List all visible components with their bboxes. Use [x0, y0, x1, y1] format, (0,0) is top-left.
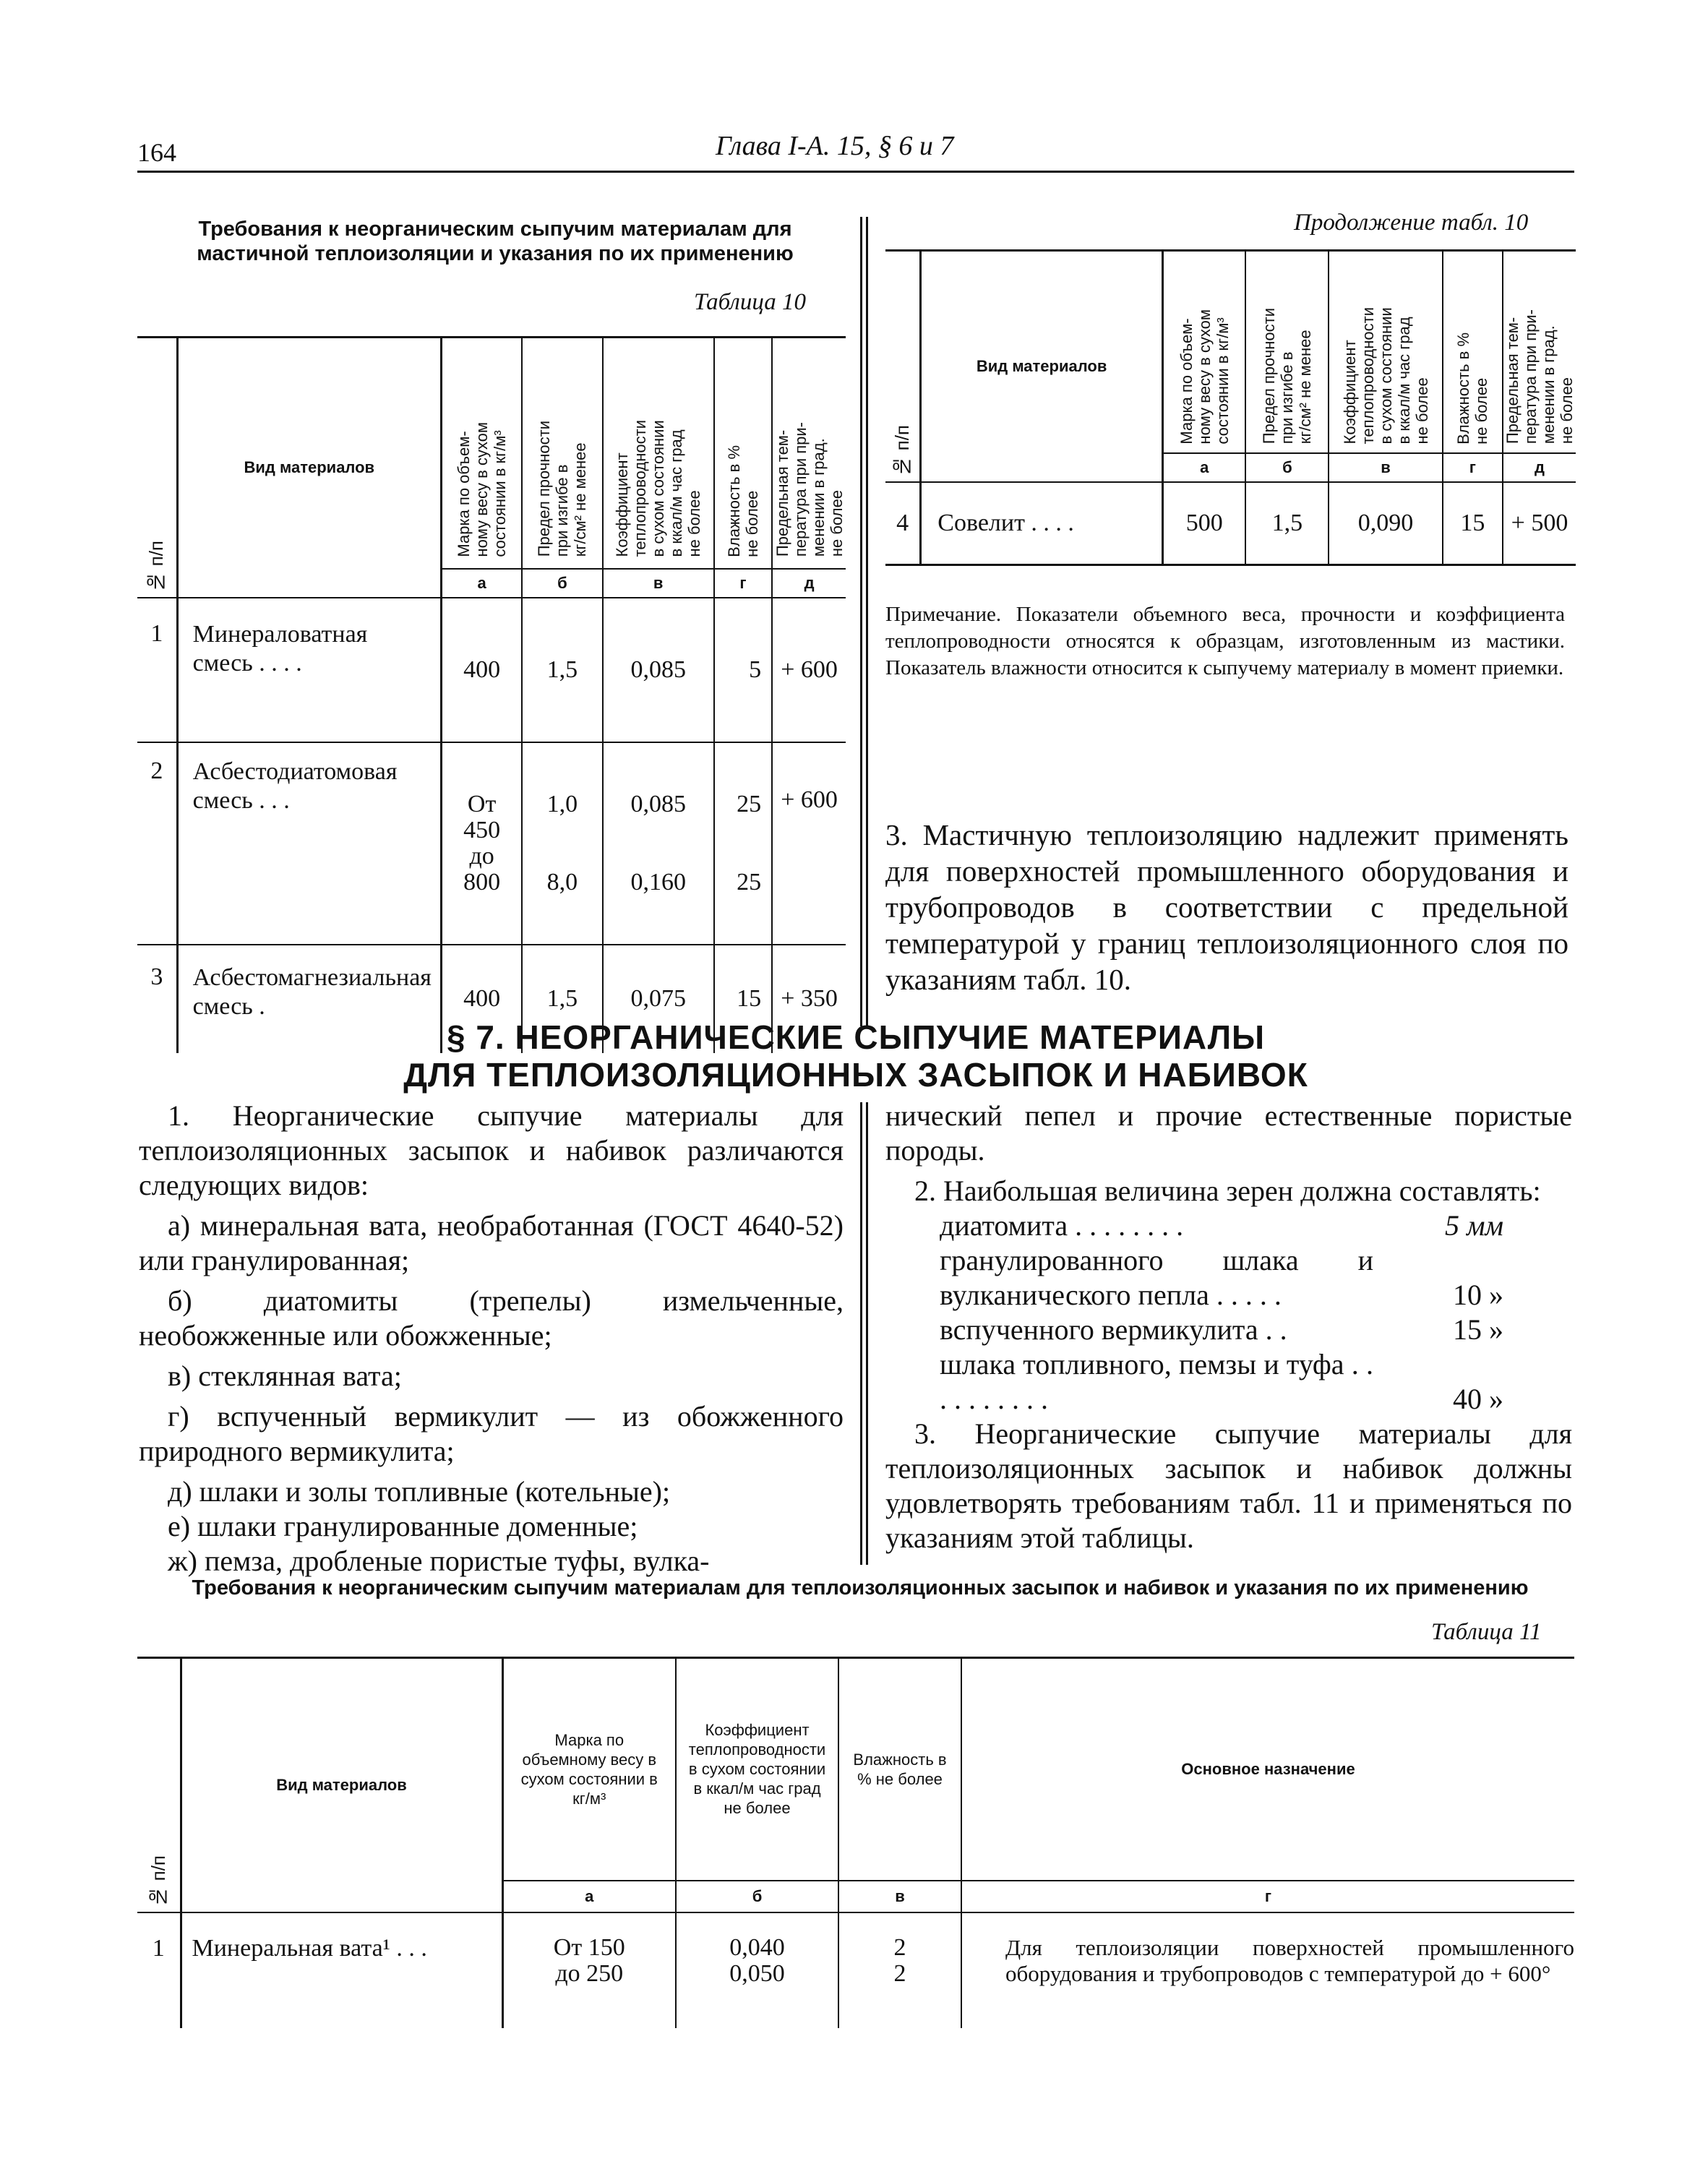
table-row	[885, 482, 1576, 565]
col-material-header: Вид материалов	[244, 458, 375, 476]
row-strength-2: 8,0	[546, 868, 578, 896]
list-item: е) шлаки гранулированные доменные;	[168, 1510, 638, 1542]
row-material: Асбестомагнезиальная смесь .	[177, 945, 441, 1053]
table-row	[137, 1912, 1574, 2028]
section7-paragraph-1: 1. Неорганические сыпучие материалы для теплоизоляционных засыпок и набивок различаются следующих видов:	[139, 1099, 844, 1201]
row-material: Минеральная вата¹ . . .	[181, 1912, 502, 2028]
row-coef: 0,085	[603, 598, 714, 742]
table11	[137, 1657, 1574, 2028]
row-temp: + 600	[781, 786, 838, 813]
row-coef: 0,075	[603, 945, 714, 1053]
page-number: 164	[137, 138, 176, 167]
row-temp: + 350	[781, 985, 838, 1012]
col-humidity-header: Влажность в % не более	[838, 1658, 961, 1881]
row-humidity: 25	[737, 790, 762, 817]
row-num: 1	[137, 598, 177, 742]
row-coef-2: 0,160	[630, 868, 686, 896]
col-num-header: № п/п	[145, 540, 168, 593]
section7-right-column	[885, 1099, 1572, 1555]
row-mark-2: до 250	[555, 1959, 624, 1987]
section-title-line1: § 7. НЕОРГАНИЧЕСКИЕ СЫПУЧИЕ МАТЕРИАЛЫ	[446, 1018, 1265, 1056]
grain-name: гранулированного шлака и вулканического пепла . . . . .	[940, 1244, 1373, 1311]
table10	[137, 336, 846, 1053]
section7-paragraph-2: 2. Наибольшая величина зерен должна составлять:	[914, 1175, 1541, 1207]
table10-caption: Требования к неорганическим сыпучим материалам для мастичной теплоизоляции и указания по их применению	[197, 218, 794, 265]
grain-value: 15 »	[1453, 1313, 1503, 1346]
list-item: ж) пемза, дробленые пористые туфы, вулка-	[168, 1545, 710, 1577]
col-material-header: Вид материалов	[276, 1775, 407, 1794]
col-mark-header: Марка по объем- ному весу в сухом состоянии в кг/м³	[455, 421, 510, 557]
row-coef: 0,085	[630, 790, 686, 817]
row-num: 2	[137, 742, 177, 945]
table11-caption: Требования к неорганическим сыпучим материалам для теплоизоляционных засыпок и набивок и указания по их применению	[192, 1576, 1529, 1600]
table-row	[137, 598, 846, 742]
col-coef-header: Коэффициент теплопроводности в сухом состоянии в ккал/м час град не более	[613, 420, 704, 557]
letter-b: б	[522, 569, 602, 598]
section7-right-continuation: нический пепел и прочие естественные пористые породы.	[885, 1099, 1572, 1167]
row-mark: От 150	[553, 1933, 625, 1961]
column-separator	[860, 1102, 862, 1565]
column-separator	[866, 217, 868, 1026]
letter-a: а	[441, 569, 522, 598]
row-humidity-2: 2	[893, 1959, 906, 1987]
col-temp-header: Предельная тем- пература при при- менении в град. не более	[1503, 309, 1576, 445]
row-humidity-2: 25	[737, 868, 762, 896]
row-coef-2: 0,050	[729, 1959, 785, 1987]
letter-v: в	[603, 569, 714, 598]
row-temp: + 600	[781, 656, 838, 683]
row-humidity: 15	[1443, 482, 1503, 565]
letter-b: б	[1245, 453, 1329, 482]
grain-name: шлака топливного, пемзы и туфа . . . . . . . . . .	[940, 1348, 1373, 1415]
col-mark-header: Марка по объем- ному весу в сухом состоянии в кг/м³	[1177, 309, 1232, 445]
col-num-header: № п/п	[891, 424, 914, 478]
col-coef-header: Коэффициент теплопроводности в сухом состоянии в ккал/м час град не более	[1340, 307, 1431, 445]
letter-b: б	[676, 1881, 838, 1912]
grain-row	[940, 1313, 1503, 1347]
row-num: 1	[137, 1912, 181, 2028]
letter-a: а	[502, 1881, 676, 1912]
row-num: 4	[885, 482, 921, 565]
list-item: д) шлаки и золы топливные (котельные);	[168, 1475, 671, 1508]
section-title-line2: ДЛЯ ТЕПЛОИЗОЛЯЦИОННЫХ ЗАСЫПОК И НАБИВОК	[403, 1056, 1308, 1094]
row-strength: 1,5	[522, 598, 602, 742]
column-separator	[860, 217, 862, 1026]
letter-a: а	[1162, 453, 1245, 482]
list-item: б) диатомиты (трепелы) измельченные, необожженные или обожженные;	[139, 1284, 844, 1352]
row-coef: 0,090	[1329, 482, 1442, 565]
grain-row	[940, 1208, 1503, 1243]
col-strength-header: Предел прочности при изгибе в кг/см² не менее	[535, 421, 590, 557]
list-item: г) вспученный вермикулит — из обожженного природного вермикулита;	[139, 1400, 844, 1467]
list-item: а) минеральная вата, необработанная (ГОСТ 4640-52) или гранулированная;	[139, 1209, 844, 1276]
section7-paragraph-3: 3. Неорганические сыпучие материалы для теплоизоляционных засыпок и набивок должны удовлетворять требованиям табл. 11 и применяться по указаниям этой таблицы.	[885, 1417, 1572, 1554]
row-strength: 1,0	[546, 790, 578, 817]
column-separator	[866, 1102, 868, 1565]
paragraph-3: 3. Мастичную теплоизоляцию надлежит применять для поверхностей промышленного оборудования и трубопроводов в соответствии с предельной температурой у границ теплоизоляционного слоя по указаниям табл. 10.	[885, 818, 1568, 996]
grain-name: диатомита . . . . . . . .	[940, 1209, 1184, 1242]
grain-row	[940, 1347, 1503, 1417]
row-humidity: 2	[893, 1933, 906, 1961]
grain-row	[940, 1243, 1503, 1313]
row-strength: 1,5	[522, 945, 602, 1053]
row-material: Минераловатная смесь . . . .	[177, 598, 441, 742]
section7-left-column	[139, 1099, 844, 1579]
row-humidity: 5	[714, 598, 772, 742]
row-mark: 400	[441, 945, 522, 1053]
col-purpose-header: Основное назначение	[961, 1658, 1574, 1881]
col-coef-header: Коэффициент теплопроводности в сухом состоянии в ккал/м час град не более	[676, 1658, 838, 1881]
col-strength-header: Предел прочности при изгибе в кг/см² не менее	[1260, 308, 1315, 445]
row-material: Асбестодиатомовая смесь . . .	[177, 742, 441, 945]
table10-label: Таблица 10	[694, 289, 806, 315]
letter-v: в	[838, 1881, 961, 1912]
letter-d: д	[1535, 458, 1545, 476]
col-material-header: Вид материалов	[976, 356, 1107, 375]
row-humidity: 15	[714, 945, 772, 1053]
header-rule	[137, 171, 1574, 173]
letter-d: д	[804, 573, 815, 592]
row-num: 3	[137, 945, 177, 1053]
letter-g: г	[1443, 453, 1503, 482]
row-material: Совелит . . . .	[921, 482, 1163, 565]
row-mark: 500	[1162, 482, 1245, 565]
row-temp: + 500	[1511, 509, 1568, 536]
row-purpose: Для теплоизоляции поверхностей промышленного оборудования и трубопроводов с температурой до + 600°	[1005, 1934, 1574, 1986]
row-mark: От 450 до 800	[441, 742, 522, 945]
letter-g: г	[714, 569, 772, 598]
table10-note: Примечание. Показатели объемного веса, прочности и коэффициента теплопроводности относятся к образцам, изготовленным из мастики. Показатель влажности относится к сыпучему материалу в момент приемки.	[885, 603, 1565, 679]
row-coef: 0,040	[729, 1933, 785, 1961]
grain-value: 10 »	[1453, 1279, 1503, 1311]
grain-size-list	[885, 1208, 1503, 1417]
row-mark: 400	[441, 598, 522, 742]
grain-name: вспученного вермикулита . .	[940, 1313, 1287, 1346]
col-humidity-header: Влажность в % не более	[1454, 332, 1491, 445]
letter-v: в	[1329, 453, 1442, 482]
col-num-header: № п/п	[147, 1855, 169, 1908]
col-mark-header: Марка по объемному весу в сухом состоянии в кг/м³	[502, 1658, 676, 1881]
grain-value: 40 »	[1453, 1383, 1503, 1415]
grain-value: 5 мм	[1444, 1209, 1503, 1242]
table11-label: Таблица 11	[1431, 1619, 1542, 1645]
col-humidity-header: Влажность в % не более	[724, 445, 761, 557]
table-row	[137, 742, 846, 945]
table10-continuation-label: Продолжение табл. 10	[1294, 210, 1529, 236]
list-item: в) стеклянная вата;	[168, 1360, 402, 1392]
running-head: Глава I-А. 15, § 6 и 7	[716, 131, 954, 161]
row-strength: 1,5	[1245, 482, 1329, 565]
letter-g: г	[1264, 1886, 1272, 1905]
col-temp-header: Предельная тем- пература при при- менении в град. не более	[773, 422, 846, 557]
table10-continuation	[885, 249, 1576, 566]
